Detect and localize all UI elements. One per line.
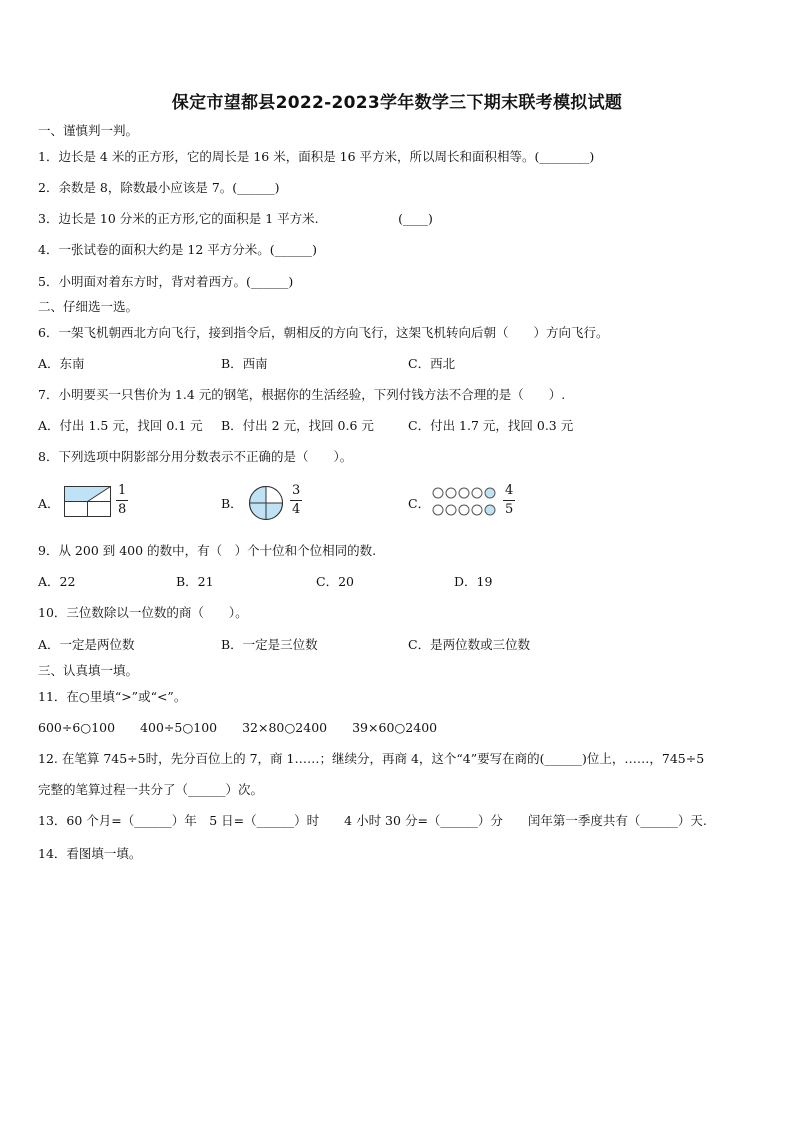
question-3: 3．边长是 10 分米的正方形,它的面积是 1 平方米. (____) <box>38 211 433 226</box>
fraction-numerator: 4 <box>503 484 515 501</box>
question-11-stem: 11．在○里填“>”或“<”。 <box>38 689 187 704</box>
q8-option-b-label: B． <box>221 496 243 511</box>
q6-option-a: A．东南 <box>38 356 85 371</box>
fraction-numerator: 1 <box>116 484 128 501</box>
question-12-line2: 完整的笔算过程一共分了（______）次。 <box>38 782 264 797</box>
q6-option-b: B．西南 <box>221 356 268 371</box>
q6-option-c: C．西北 <box>408 356 456 371</box>
q8-option-c-label: C． <box>408 496 431 511</box>
fraction-denominator: 8 <box>118 502 127 517</box>
q10-option-a: A．一定是两位数 <box>38 637 135 652</box>
circles-fifths-figure <box>432 487 500 519</box>
question-12-line1: 12. 在笔算 745÷5时，先分百位上的 7，商 1……；继续分，再商 4，这个“4”要写在商的(______)位上，……，745÷5 <box>38 751 705 766</box>
question-9-stem: 9．从 200 到 400 的数中，有（ ）个十位和个位相同的数. <box>38 543 377 558</box>
section1-heading: 一、谨慎判一判。 <box>38 123 139 138</box>
question-1: 1．边长是 4 米的正方形，它的周长是 16 米，面积是 16 平方米，所以周长和面积相等。(________) <box>38 149 595 164</box>
page-title: 保定市望都县2022-2023学年数学三下期末联考模拟试题 <box>171 93 623 113</box>
q10-option-b: B．一定是三位数 <box>221 637 318 652</box>
circle-quarters-figure <box>248 485 284 521</box>
question-8-stem: 8．下列选项中阴影部分用分数表示不正确的是（ ）。 <box>38 449 353 464</box>
question-5: 5．小明面对着东方时，背对着西方。(______) <box>38 274 294 289</box>
q8-option-a-label: A． <box>38 496 60 511</box>
question-4: 4．一张试卷的面积大约是 12 平方分米。(______) <box>38 242 318 257</box>
q7-option-b: B．付出 2 元，找回 0.6 元 <box>221 418 374 433</box>
q10-option-c: C．是两位数或三位数 <box>408 637 531 652</box>
q8-a-fraction <box>116 484 128 517</box>
fraction-numerator: 3 <box>290 484 302 501</box>
fraction-denominator: 5 <box>505 502 514 517</box>
q8-c-fraction <box>503 484 515 517</box>
rectangle-eighths-figure <box>64 486 112 518</box>
question-7-stem: 7．小明要买一只售价为 1.4 元的钢笔，根据你的生活经验，下列付钱方法不合理的是（ ）. <box>38 387 566 402</box>
fraction-denominator: 4 <box>292 502 301 517</box>
question-11-expressions: 600÷6○100 400÷5○100 32×80○2400 39×60○2400 <box>38 720 438 735</box>
q9-option-d: D．19 <box>454 574 493 589</box>
q7-option-c: C．付出 1.7 元，找回 0.3 元 <box>408 418 574 433</box>
section3-heading: 三、认真填一填。 <box>38 663 139 678</box>
q9-option-c: C．20 <box>316 574 354 589</box>
section2-heading: 二、仔细选一选。 <box>38 299 139 314</box>
question-10-stem: 10．三位数除以一位数的商（ ）。 <box>38 605 248 620</box>
question-13: 13．60 个月=（______）年 5 日=（______）时 4 小时 30 分=（______）分 闰年第一季度共有（______）天. <box>38 813 707 828</box>
q9-option-b: B．21 <box>176 574 214 589</box>
q7-option-a: A．付出 1.5 元，找回 0.1 元 <box>38 418 203 433</box>
question-14: 14．看图填一填。 <box>38 846 142 861</box>
question-2: 2．余数是 8，除数最小应该是 7。(______) <box>38 180 280 195</box>
q9-option-a: A．22 <box>38 574 76 589</box>
question-6-stem: 6．一架飞机朝西北方向飞行，接到指令后，朝相反的方向飞行，这架飞机转向后朝（ ）方向飞行。 <box>38 325 609 340</box>
q8-b-fraction <box>290 484 302 517</box>
